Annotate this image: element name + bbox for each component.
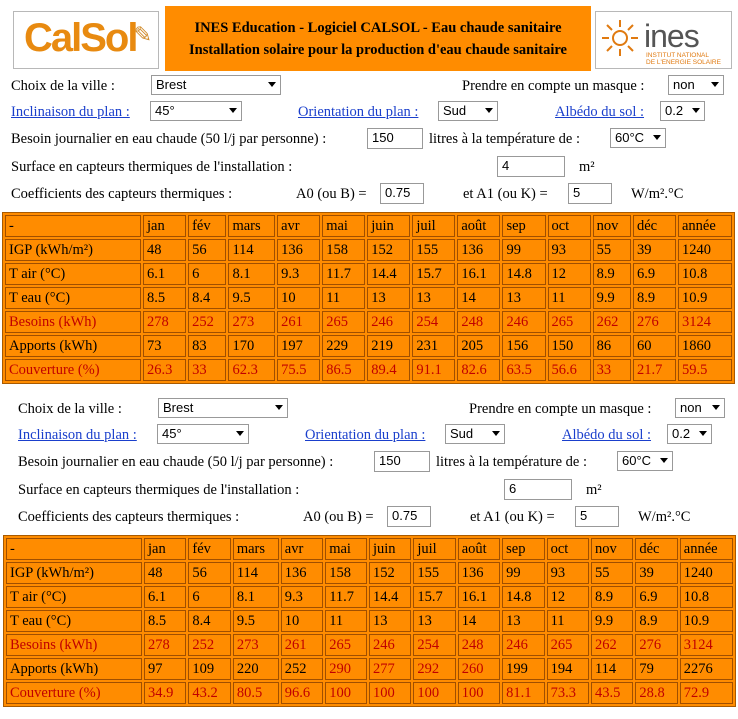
coeff-unit: W/m².°C <box>638 509 691 525</box>
table-cell: 28.8 <box>635 682 677 704</box>
table-cell: 14 <box>457 287 500 309</box>
inclinaison-select[interactable]: 45° <box>150 101 242 121</box>
table-cell: 60 <box>633 335 676 357</box>
ines-subtitle-line-2: DE L'ENERGIE SOLAIRE <box>646 59 721 66</box>
table-cell: 8.9 <box>633 287 676 309</box>
ville-select[interactable]: Brest <box>151 75 281 95</box>
column-header: mai <box>325 538 367 560</box>
table-cell: 6.9 <box>633 263 676 285</box>
dropdown-arrow-icon <box>492 431 500 436</box>
table-cell: 63.5 <box>502 359 545 381</box>
table-cell: 199 <box>502 658 544 680</box>
table-cell: 13 <box>367 287 410 309</box>
table-cell: 34.9 <box>144 682 186 704</box>
table-cell: 10.8 <box>678 263 732 285</box>
calsol-logo <box>13 11 159 69</box>
table-cell: 205 <box>457 335 500 357</box>
table-cell: 9.3 <box>281 586 323 608</box>
table-cell: 56.6 <box>548 359 591 381</box>
table-cell: 265 <box>322 311 365 333</box>
table-cell: 15.7 <box>413 586 455 608</box>
table-cell: 8.1 <box>228 263 275 285</box>
table-cell: 136 <box>277 239 320 261</box>
dropdown-arrow-icon <box>711 82 719 87</box>
surface-label: Surface en capteurs thermiques de l'installation : <box>11 159 293 175</box>
column-header: déc <box>633 215 676 237</box>
table-cell: 9.9 <box>593 287 631 309</box>
row-label: IGP (kWh/m²) <box>6 562 142 584</box>
table-cell: 99 <box>502 239 545 261</box>
table-cell: 3124 <box>678 311 732 333</box>
table-cell: 73 <box>143 335 186 357</box>
table-cell: 265 <box>548 311 591 333</box>
coeffs-label: Coefficients des capteurs thermiques : <box>11 186 233 202</box>
table-cell: 16.1 <box>457 263 500 285</box>
row-label: T eau (°C) <box>5 287 141 309</box>
table-cell: 155 <box>413 562 455 584</box>
column-header: oct <box>547 538 589 560</box>
column-header: jan <box>143 215 186 237</box>
table-cell: 261 <box>277 311 320 333</box>
table-cell: 93 <box>547 562 589 584</box>
table-cell: 114 <box>591 658 633 680</box>
table-cell: 14.8 <box>502 586 544 608</box>
besoin-label: Besoin journalier en eau chaude (50 l/j par personne) : <box>18 454 334 470</box>
column-header: mars <box>233 538 279 560</box>
column-header: nov <box>593 215 631 237</box>
masque-label: Prendre en compte un masque : <box>469 401 652 417</box>
app-title <box>165 6 591 71</box>
column-header: juil <box>412 215 455 237</box>
row-label: T air (°C) <box>6 586 142 608</box>
table-cell: 254 <box>412 311 455 333</box>
table-cell: 11.7 <box>325 586 367 608</box>
table-cell: 109 <box>188 658 230 680</box>
title-line-2: Installation solaire pour la production d'eau chaude sanitaire <box>188 41 567 58</box>
column-header: août <box>457 215 500 237</box>
table-cell: 100 <box>325 682 367 704</box>
table-cell: 89.4 <box>367 359 410 381</box>
table-cell: 1860 <box>678 335 732 357</box>
table-cell: 292 <box>413 658 455 680</box>
table-cell: 252 <box>188 311 226 333</box>
table-cell: 262 <box>593 311 631 333</box>
table-row <box>6 562 733 584</box>
table-cell: 261 <box>281 634 323 656</box>
table-cell: 6.1 <box>143 263 186 285</box>
table-cell: 155 <box>412 239 455 261</box>
row-label: Apports (kWh) <box>6 658 142 680</box>
table-cell: 16.1 <box>458 586 500 608</box>
ines-subtitle-line-1: INSTITUT NATIONAL <box>646 52 709 59</box>
table-cell: 10.9 <box>678 287 732 309</box>
m2-unit: m² <box>579 159 595 175</box>
table-cell: 229 <box>322 335 365 357</box>
table-cell: 48 <box>143 239 186 261</box>
table-cell: 265 <box>325 634 367 656</box>
table-cell: 246 <box>367 311 410 333</box>
table-cell: 99 <box>502 562 544 584</box>
row-label: Couverture (%) <box>5 359 141 381</box>
table-cell: 278 <box>143 311 186 333</box>
column-header: juin <box>369 538 411 560</box>
table-cell: 100 <box>458 682 500 704</box>
temperature-select[interactable]: 60°C <box>610 128 666 148</box>
row-label: Apports (kWh) <box>5 335 141 357</box>
inclinaison-select[interactable]: 45° <box>157 424 249 444</box>
table-cell: 273 <box>233 634 279 656</box>
table-row <box>5 359 732 381</box>
table-cell: 6.1 <box>144 586 186 608</box>
besoin-label: Besoin journalier en eau chaude (50 l/j par personne) : <box>11 131 327 147</box>
table-cell: 96.6 <box>281 682 323 704</box>
table-cell: 246 <box>502 634 544 656</box>
table-cell: 6 <box>188 586 230 608</box>
pencil-icon: ✎ <box>133 22 152 47</box>
besoin-input[interactable]: 150 <box>367 128 423 149</box>
table-cell: 33 <box>593 359 631 381</box>
column-header: mars <box>228 215 275 237</box>
table-cell: 3124 <box>680 634 733 656</box>
a0-input[interactable]: 0.75 <box>387 506 431 527</box>
table-cell: 231 <box>412 335 455 357</box>
table-cell: 26.3 <box>143 359 186 381</box>
table-cell: 97 <box>144 658 186 680</box>
table-cell: 252 <box>281 658 323 680</box>
table-cell: 91.1 <box>412 359 455 381</box>
table-cell: 62.3 <box>228 359 275 381</box>
column-header: jan <box>144 538 186 560</box>
table-cell: 246 <box>369 634 411 656</box>
albedo-link[interactable]: Albédo du sol : <box>562 427 652 443</box>
dropdown-arrow-icon <box>692 108 700 113</box>
dropdown-arrow-icon <box>229 108 237 113</box>
besoin-input[interactable]: 150 <box>374 451 430 472</box>
inclinaison-link[interactable]: Inclinaison du plan : <box>11 104 130 120</box>
table-cell: 86.5 <box>322 359 365 381</box>
surface-input[interactable]: 4 <box>497 156 565 177</box>
table-cell: 246 <box>502 311 545 333</box>
table-cell: 158 <box>325 562 367 584</box>
table-cell: 9.3 <box>277 263 320 285</box>
table-cell: 248 <box>457 311 500 333</box>
m2-unit: m² <box>586 482 602 498</box>
column-header: sep <box>502 538 544 560</box>
dropdown-arrow-icon <box>712 405 720 410</box>
table-cell: 56 <box>188 239 226 261</box>
table-cell: 75.5 <box>277 359 320 381</box>
albedo-select[interactable]: 0.2 <box>667 424 712 444</box>
dropdown-arrow-icon <box>699 431 707 436</box>
masque-label: Prendre en compte un masque : <box>462 78 645 94</box>
table-cell: 8.5 <box>143 287 186 309</box>
orientation-link[interactable]: Orientation du plan : <box>305 427 426 443</box>
table-cell: 14 <box>458 610 500 632</box>
table-cell: 81.1 <box>502 682 544 704</box>
table-cell: 114 <box>228 239 275 261</box>
table-cell: 13 <box>502 287 545 309</box>
table-cell: 6.9 <box>635 586 677 608</box>
table-row <box>5 335 732 357</box>
table-cell: 262 <box>591 634 633 656</box>
table-cell: 8.4 <box>188 287 226 309</box>
table-cell: 10.8 <box>680 586 733 608</box>
table-cell: 8.9 <box>635 610 677 632</box>
table-cell: 1240 <box>680 562 733 584</box>
table-cell: 55 <box>593 239 631 261</box>
table-cell: 39 <box>635 562 677 584</box>
table-cell: 13 <box>413 610 455 632</box>
orientation-select[interactable]: Sud <box>438 101 498 121</box>
a0-input[interactable]: 0.75 <box>380 183 424 204</box>
table-cell: 100 <box>369 682 411 704</box>
table-cell: 72.9 <box>680 682 733 704</box>
table-cell: 158 <box>322 239 365 261</box>
table-cell: 152 <box>367 239 410 261</box>
table-cell: 136 <box>458 562 500 584</box>
table-cell: 11 <box>325 610 367 632</box>
column-header: juin <box>367 215 410 237</box>
table-cell: 194 <box>547 658 589 680</box>
table-cell: 8.4 <box>188 610 230 632</box>
table-cell: 82.6 <box>457 359 500 381</box>
temperature-select[interactable]: 60°C <box>617 451 673 471</box>
table-row <box>6 634 733 656</box>
table-cell: 6 <box>188 263 226 285</box>
table-row <box>6 610 733 632</box>
table-cell: 43.2 <box>188 682 230 704</box>
table-cell: 277 <box>369 658 411 680</box>
table-cell: 48 <box>144 562 186 584</box>
albedo-link[interactable]: Albédo du sol : <box>555 104 645 120</box>
table-cell: 197 <box>277 335 320 357</box>
table-cell: 14.4 <box>367 263 410 285</box>
table-row <box>5 263 732 285</box>
table-cell: 12 <box>547 586 589 608</box>
dropdown-arrow-icon <box>236 431 244 436</box>
table-cell: 39 <box>633 239 676 261</box>
row-label: IGP (kWh/m²) <box>5 239 141 261</box>
table-cell: 12 <box>548 263 591 285</box>
column-header: août <box>458 538 500 560</box>
table-cell: 9.5 <box>233 610 279 632</box>
surface-input[interactable]: 6 <box>504 479 572 500</box>
column-header: fév <box>188 538 230 560</box>
table-cell: 13 <box>369 610 411 632</box>
table-cell: 276 <box>633 311 676 333</box>
surface-label: Surface en capteurs thermiques de l'installation : <box>18 482 300 498</box>
column-header: avr <box>281 538 323 560</box>
masque-select[interactable]: non <box>668 75 724 95</box>
column-header: juil <box>413 538 455 560</box>
ines-subtitle <box>646 52 721 66</box>
column-header: - <box>6 538 142 560</box>
table-cell: 10.9 <box>680 610 733 632</box>
app-header <box>7 6 732 71</box>
a1-input[interactable]: 5 <box>568 183 612 204</box>
table-cell: 11 <box>322 287 365 309</box>
dropdown-arrow-icon <box>653 135 661 140</box>
table-cell: 219 <box>367 335 410 357</box>
table-cell: 13 <box>502 610 544 632</box>
table-row <box>6 682 733 704</box>
column-header: fév <box>188 215 226 237</box>
table-cell: 254 <box>413 634 455 656</box>
table-cell: 10 <box>277 287 320 309</box>
table-cell: 14.8 <box>502 263 545 285</box>
coeff-unit: W/m².°C <box>631 186 684 202</box>
a0-label: A0 (ou B) = <box>303 509 374 525</box>
table-header-row <box>6 538 733 560</box>
a1-input[interactable]: 5 <box>575 506 619 527</box>
a1-label: et A1 (ou K) = <box>463 186 548 202</box>
table-cell: 1240 <box>678 239 732 261</box>
column-header: - <box>5 215 141 237</box>
table-cell: 11.7 <box>322 263 365 285</box>
table-cell: 290 <box>325 658 367 680</box>
orientation-link[interactable]: Orientation du plan : <box>298 104 419 120</box>
results-table-1 <box>2 212 735 384</box>
column-header: nov <box>591 538 633 560</box>
table-cell: 220 <box>233 658 279 680</box>
table-header-row <box>5 215 732 237</box>
table-cell: 8.5 <box>144 610 186 632</box>
orientation-select[interactable]: Sud <box>445 424 505 444</box>
table-cell: 260 <box>458 658 500 680</box>
table-cell: 252 <box>188 634 230 656</box>
table-cell: 278 <box>144 634 186 656</box>
table-cell: 9.5 <box>228 287 275 309</box>
table-cell: 55 <box>591 562 633 584</box>
title-line-1: INES Education - Logiciel CALSOL - Eau chaude sanitaire <box>194 19 562 36</box>
table-cell: 276 <box>635 634 677 656</box>
table-cell: 8.9 <box>593 263 631 285</box>
table-cell: 59.5 <box>678 359 732 381</box>
row-label: Couverture (%) <box>6 682 142 704</box>
sun-icon <box>600 18 640 58</box>
column-header: oct <box>548 215 591 237</box>
coeffs-label: Coefficients des capteurs thermiques : <box>18 509 240 525</box>
calsol-logo-text: CalSol <box>24 16 137 60</box>
table-cell: 170 <box>228 335 275 357</box>
ville-label: Choix de la ville : <box>11 78 115 94</box>
table-cell: 21.7 <box>633 359 676 381</box>
table-cell: 43.5 <box>591 682 633 704</box>
table-cell: 79 <box>635 658 677 680</box>
table-cell: 83 <box>188 335 226 357</box>
litres-label: litres à la température de : <box>429 131 580 147</box>
row-label: T air (°C) <box>5 263 141 285</box>
table-row <box>6 658 733 680</box>
table-cell: 73.3 <box>547 682 589 704</box>
table-cell: 8.1 <box>233 586 279 608</box>
table-cell: 80.5 <box>233 682 279 704</box>
table-cell: 56 <box>188 562 230 584</box>
table-cell: 15.7 <box>412 263 455 285</box>
table-cell: 13 <box>412 287 455 309</box>
table-row <box>6 586 733 608</box>
masque-select[interactable]: non <box>675 398 725 418</box>
row-label: Besoins (kWh) <box>5 311 141 333</box>
table-row <box>5 311 732 333</box>
table-cell: 136 <box>457 239 500 261</box>
table-cell: 9.9 <box>591 610 633 632</box>
table-cell: 2276 <box>680 658 733 680</box>
table-cell: 14.4 <box>369 586 411 608</box>
table-cell: 8.9 <box>591 586 633 608</box>
column-header: sep <box>502 215 545 237</box>
row-label: Besoins (kWh) <box>6 634 142 656</box>
table-cell: 11 <box>547 610 589 632</box>
table-cell: 136 <box>281 562 323 584</box>
table-cell: 150 <box>548 335 591 357</box>
row-label: T eau (°C) <box>6 610 142 632</box>
dropdown-arrow-icon <box>268 82 276 87</box>
table-cell: 114 <box>233 562 279 584</box>
dropdown-arrow-icon <box>660 458 668 463</box>
column-header: année <box>678 215 732 237</box>
dropdown-arrow-icon <box>485 108 493 113</box>
ville-label: Choix de la ville : <box>18 401 122 417</box>
albedo-select[interactable]: 0.2 <box>660 101 705 121</box>
table-cell: 273 <box>228 311 275 333</box>
column-header: avr <box>277 215 320 237</box>
table-cell: 248 <box>458 634 500 656</box>
column-header: mai <box>322 215 365 237</box>
ines-logo <box>595 11 732 69</box>
table-cell: 33 <box>188 359 226 381</box>
table-cell: 93 <box>548 239 591 261</box>
table-cell: 152 <box>369 562 411 584</box>
ville-select[interactable]: Brest <box>158 398 288 418</box>
table-cell: 156 <box>502 335 545 357</box>
column-header: déc <box>635 538 677 560</box>
table-cell: 265 <box>547 634 589 656</box>
table-row <box>5 239 732 261</box>
litres-label: litres à la température de : <box>436 454 587 470</box>
a0-label: A0 (ou B) = <box>296 186 367 202</box>
results-table-2 <box>3 535 736 707</box>
column-header: année <box>680 538 733 560</box>
dropdown-arrow-icon <box>275 405 283 410</box>
table-cell: 10 <box>281 610 323 632</box>
inclinaison-link[interactable]: Inclinaison du plan : <box>18 427 137 443</box>
table-cell: 86 <box>593 335 631 357</box>
ines-wordmark: ines <box>644 18 699 54</box>
table-cell: 11 <box>548 287 591 309</box>
table-cell: 100 <box>413 682 455 704</box>
table-row <box>5 287 732 309</box>
a1-label: et A1 (ou K) = <box>470 509 555 525</box>
